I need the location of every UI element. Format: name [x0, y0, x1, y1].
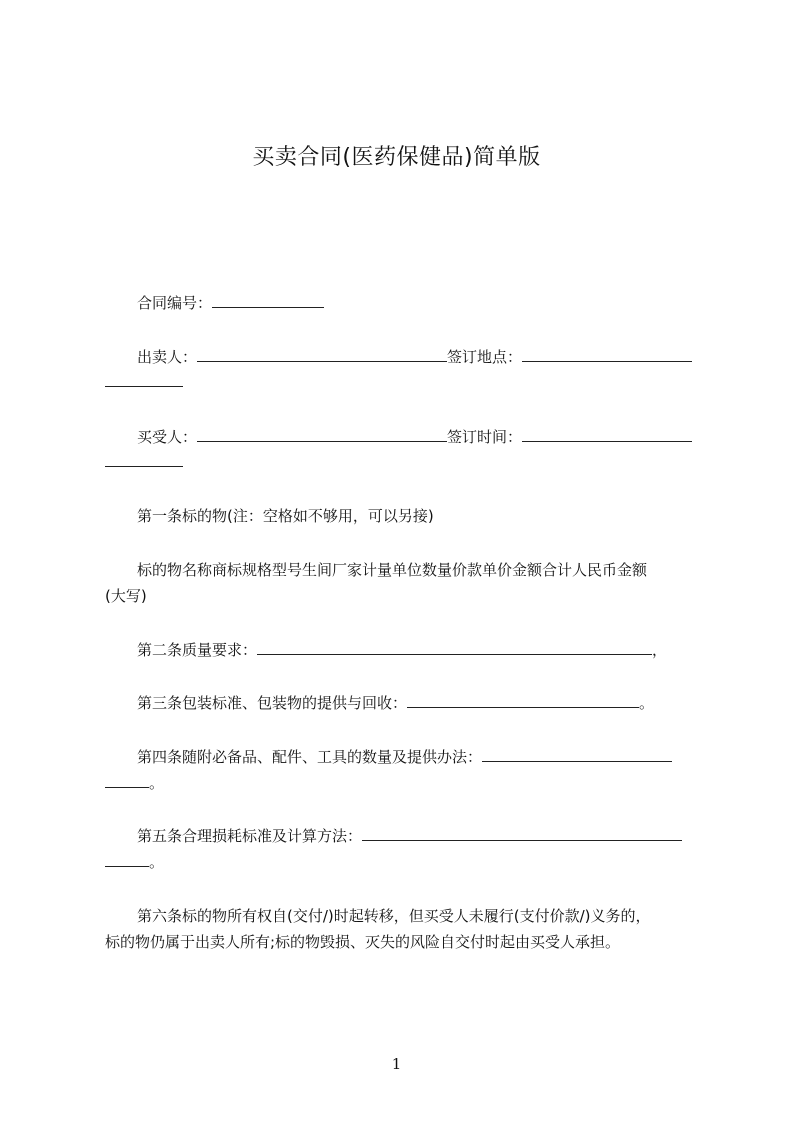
sign-time-label: 签订时间：	[447, 428, 523, 446]
seller-line	[105, 346, 733, 367]
article-5-blank	[362, 826, 682, 841]
seller-blank	[197, 347, 447, 362]
article-3-line	[105, 692, 733, 713]
sign-time-blank	[522, 427, 692, 442]
contract-number-line	[105, 292, 733, 313]
sign-time-blank-continued-line	[105, 452, 183, 471]
article-1: 第一条标的物(注：空格如不够用，可以另接)	[137, 507, 434, 525]
article-3-blank	[407, 693, 639, 708]
buyer-blank	[197, 427, 447, 442]
article-2-label: 第二条质量要求：	[137, 641, 258, 659]
article-5-label: 第五条合理损耗标准及计算方法：	[137, 827, 363, 845]
article-5-line	[105, 825, 733, 846]
sign-time-blank-continued	[105, 452, 183, 467]
sign-place-blank-continued	[105, 372, 183, 387]
article-1-fields-line1: 标的物名称商标规格型号生间厂家计量单位数量价款单价金额合计人民币金额	[137, 561, 648, 579]
sign-place-blank-continued-line	[105, 372, 183, 391]
article-5-continued	[105, 851, 164, 872]
article-4-label: 第四条随附必备品、配件、工具的数量及提供办法：	[137, 748, 483, 766]
article-4-line	[105, 746, 733, 767]
article-4-blank	[482, 747, 672, 762]
sign-place-label: 签订地点：	[447, 348, 523, 366]
article-5-blank-continued	[105, 852, 149, 867]
article-2-blank	[257, 640, 652, 655]
contract-number-blank	[212, 293, 324, 308]
seller-label: 出卖人：	[137, 348, 198, 366]
article-6-line2: 标的物仍属于出卖人所有;标的物毁损、灭失的风险自交付时起由买受人承担。	[105, 933, 621, 951]
sign-place-blank	[522, 347, 692, 362]
article-2-line	[105, 639, 733, 660]
buyer-line	[105, 426, 733, 447]
buyer-label: 买受人：	[137, 428, 198, 446]
article-1-fields-line2: (大写)	[105, 587, 147, 605]
document-title: 买卖合同(医药保健品)简单版	[252, 145, 541, 170]
article-4-blank-continued	[105, 773, 149, 788]
article-2-end: ，	[652, 641, 668, 659]
page-number: 1	[391, 1055, 402, 1073]
article-4-continued	[105, 772, 164, 793]
contract-number-label: 合同编号：	[137, 294, 213, 312]
article-4-end: 。	[149, 774, 165, 792]
article-3-end: 。	[639, 694, 655, 712]
article-3-label: 第三条包装标准、包装物的提供与回收：	[137, 694, 408, 712]
article-6-line1: 第六条标的物所有权自(交付/)时起转移，但买受人未履行(支付价款/)义务的，	[137, 907, 651, 925]
article-5-end: 。	[149, 853, 165, 871]
